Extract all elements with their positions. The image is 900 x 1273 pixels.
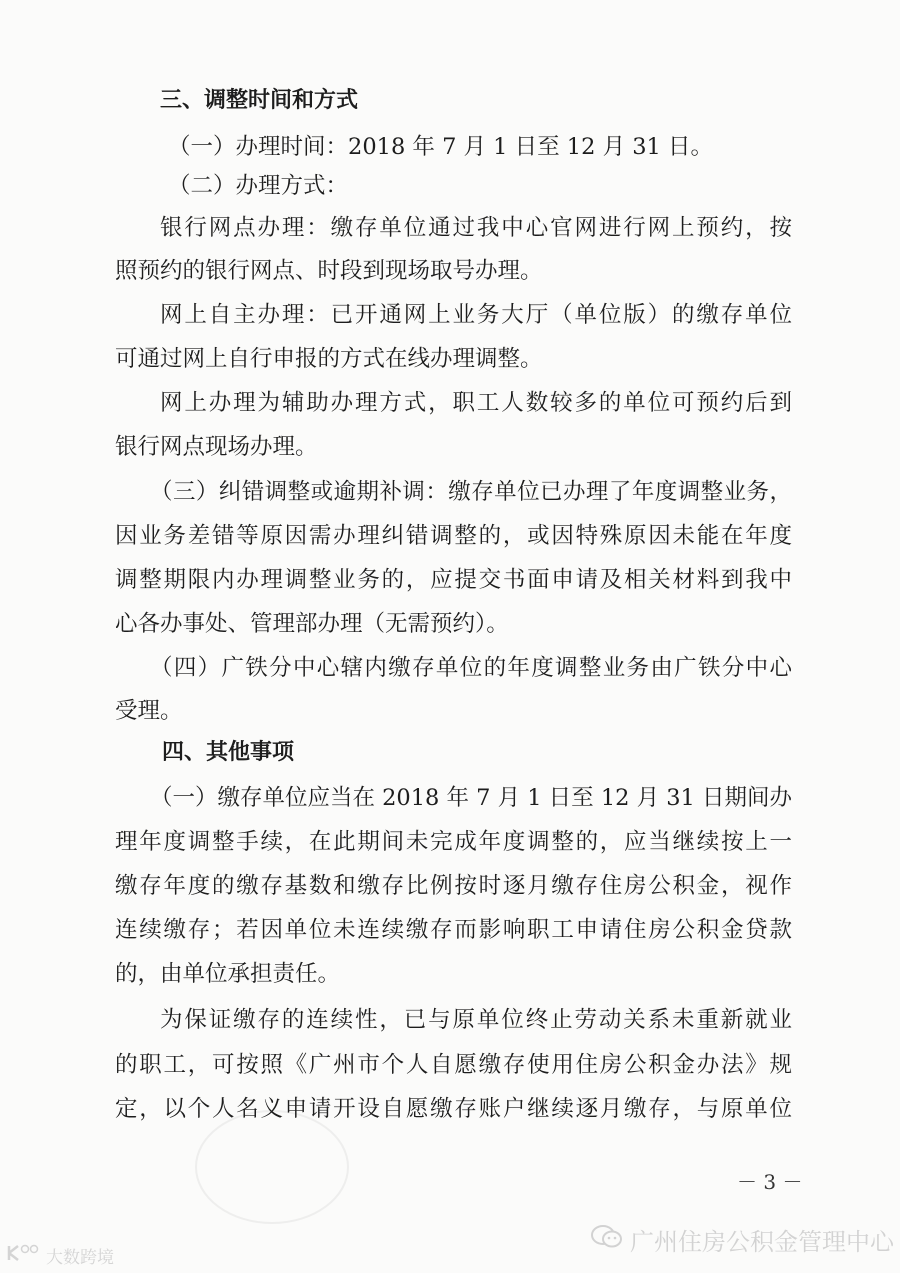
paragraph-line: 银行网点办理：缴存单位通过我中心官网进行网上预约，按 xyxy=(160,215,794,241)
paragraph-line: （二）办理方式： xyxy=(168,173,349,199)
paragraph-line: 受理。 xyxy=(115,698,183,724)
paragraph-line: 的，由单位承担责任。 xyxy=(115,961,341,987)
paragraph-line: 的职工，可按照《广州市个人自愿缴存使用住房公积金办法》规 xyxy=(115,1052,794,1078)
faint-stamp xyxy=(195,1110,349,1224)
corner-watermark-text: 大数跨境 xyxy=(46,1248,114,1268)
page-number: － 3 － xyxy=(737,1170,803,1194)
paragraph-line: 银行网点现场办理。 xyxy=(115,434,318,460)
kdb-logo-icon xyxy=(6,1243,40,1268)
paragraph-line: （一）缴存单位应当在 2018 年 7 月 1 日至 12 月 31 日期间办 xyxy=(150,785,792,811)
paragraph-line: 为保证缴存的连续性，已与原单位终止劳动关系未重新就业 xyxy=(160,1007,794,1033)
paragraph-line: 可通过网上自行申报的方式在线办理调整。 xyxy=(115,346,543,372)
paragraph-line: （四）广铁分中心辖内缴存单位的年度调整业务由广铁分中心 xyxy=(150,655,794,681)
paragraph-line: 网上自主办理：已开通网上业务大厅（单位版）的缴存单位 xyxy=(160,302,794,328)
paragraph-line: 理年度调整手续，在此期间未完成年度调整的，应当继续按上一 xyxy=(115,829,794,855)
wechat-watermark xyxy=(590,1222,894,1257)
paragraph-line: （一）办理时间：2018 年 7 月 1 日至 12 月 31 日。 xyxy=(168,134,714,160)
corner-watermark xyxy=(6,1243,114,1268)
paragraph-line: 调整期限内办理调整业务的，应提交书面申请及相关材料到我中 xyxy=(115,567,794,593)
paragraph-line: 缴存年度的缴存基数和缴存比例按时逐月缴存住房公积金，视作 xyxy=(115,873,794,899)
paragraph-line: 照预约的银行网点、时段到现场取号办理。 xyxy=(115,258,543,284)
paragraph-line: （三）纠错调整或逾期补调：缴存单位已办理了年度调整业务， xyxy=(150,479,793,505)
watermark-text: 广州住房公积金管理中心 xyxy=(630,1228,894,1256)
paragraph-line: 心各办事处、管理部办理（无需预约）。 xyxy=(115,611,509,637)
paragraph-line: 定，以个人名义申请开设自愿缴存账户继续逐月缴存，与原单位 xyxy=(115,1096,794,1122)
section-3-heading: 三、调整时间和方式 xyxy=(160,88,359,113)
paragraph-line: 网上办理为辅助办理方式，职工人数较多的单位可预约后到 xyxy=(160,390,794,416)
wechat-icon xyxy=(590,1224,624,1256)
paragraph-line: 因业务差错等原因需办理纠错调整的，或因特殊原因未能在年度 xyxy=(115,523,794,549)
paragraph-line: 连续缴存；若因单位未连续缴存而影响职工申请住房公积金贷款 xyxy=(115,917,794,943)
section-4-heading: 四、其他事项 xyxy=(162,740,295,765)
